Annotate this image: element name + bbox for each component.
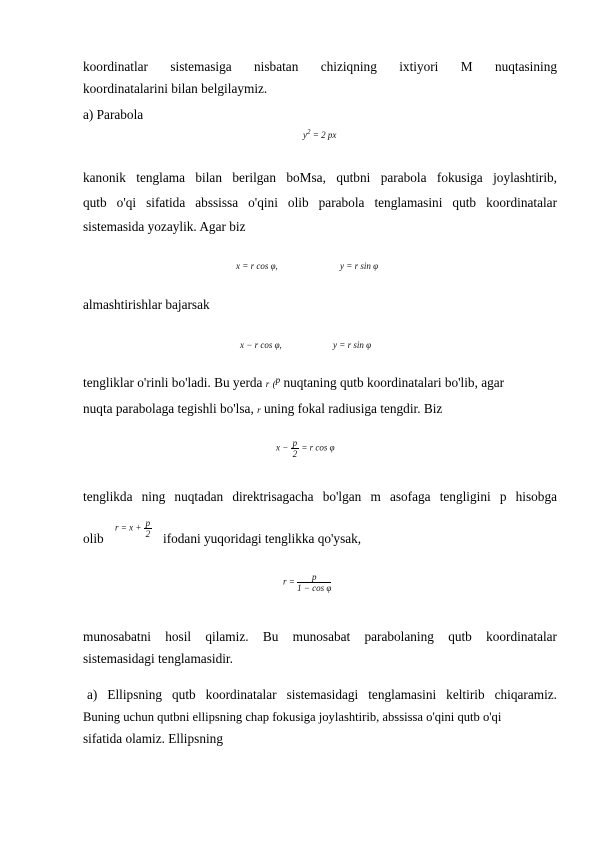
formula-parabola-canonical: $y^2 = 2$ px xyxy=(303,128,337,140)
text-line: kanonik tenglama bilan berilgan boMsa, qutbni parabola fokusiga joylashtirib, xyxy=(83,170,557,185)
text-line: a) Parabola xyxy=(83,107,144,122)
inline-symbol: r xyxy=(257,405,261,415)
formula-substitution-x: x = r cos φ, xyxy=(236,261,278,271)
text-line: tenglikda ning nuqtadan direktrisagacha bo'lgan m asofaga tengligini p hisobga xyxy=(83,489,557,504)
inline-symbol: p xyxy=(275,375,281,385)
text-line: almashtirishlar bajarsak xyxy=(83,297,210,312)
text-line: Buning uchun qutbni ellipsning chap fokusiga joylashtirib, abssissa o'qini qutb o'qi xyxy=(83,710,502,724)
text-line: ifodani yuqoridagi tenglikka qo'ysak, xyxy=(163,531,362,546)
formula-fokal-radius: r = x + $\frac{p}{2}$ xyxy=(115,518,151,539)
text-line: munosabatni hosil qilamiz. Bu munosabat parabolaning qutb koordinatalar xyxy=(83,629,557,644)
text-line: nuqta parabolaga tegishli bo'lsa, r uning fokal radiusiga tengdir. Biz xyxy=(83,401,443,416)
text-line: a) Ellipsning qutb koordinatalar sistemasidagi tenglamasini keltirib chiqaramiz. xyxy=(87,687,557,702)
formula-direktrisa: x − $\frac{p}{2}$ = r cos φ xyxy=(276,438,335,459)
inline-symbol: ( xyxy=(272,379,276,389)
text-line: koordinatlar sistemasiga nisbatan chiziqning ixtiyori M nuqtasining xyxy=(83,59,557,74)
text-line: olib xyxy=(83,531,104,546)
formula-parabola-polar: r = $\frac{p}{\text{1 − cos φ}}$ xyxy=(283,572,332,593)
text-line: sistemasida yozaylik. Agar biz xyxy=(83,219,246,234)
text-line: koordinatalarini bilan belgilaymiz. xyxy=(83,81,268,96)
text-line: qutb o'qi sifatida abssissa o'qini olib parabola tenglamasini qutb koordinatalar xyxy=(83,195,557,210)
text-line: tengliklar o'rinli bo'ladi. Bu yerda r ($^p$ nuqtaning qutb koordinatalari bo'lib, agar xyxy=(83,375,505,390)
text-line: sifatida olamiz. Ellipsning xyxy=(83,731,223,746)
text-line: sistemasidagi tenglamasidir. xyxy=(83,651,233,666)
inline-symbol: r xyxy=(265,379,270,389)
formula-substitution-y: y = r sin φ xyxy=(340,261,379,271)
formula-equality-x: x − r cos φ, xyxy=(240,340,282,350)
formula-equality-y: y = r sin φ xyxy=(333,340,372,350)
